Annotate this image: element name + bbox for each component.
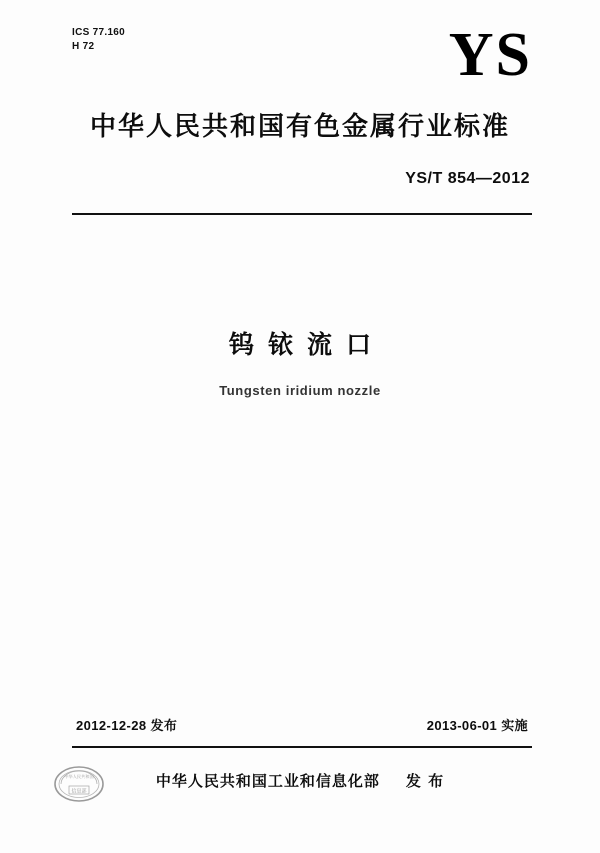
footer-divider bbox=[72, 746, 532, 748]
document-title-cn: 钨铱流口 bbox=[228, 330, 385, 359]
svg-text:中华人民共和国: 中华人民共和国 bbox=[64, 774, 94, 779]
issue-date: 2012-12-28 发布 bbox=[76, 718, 178, 733]
effective-date: 2013-06-01 实施 bbox=[426, 718, 528, 733]
standard-number: YS/T 854—2012 bbox=[405, 170, 530, 187]
page-title: 中华人民共和国有色金属行业标准 bbox=[89, 112, 510, 142]
issuer-action: 发 布 bbox=[405, 772, 445, 790]
svg-text:信息部: 信息部 bbox=[71, 788, 87, 795]
ics-classification-block bbox=[72, 26, 125, 54]
ics-number: ICS 77.160 bbox=[72, 27, 126, 38]
ys-logo: YS bbox=[448, 21, 532, 89]
official-seal-icon bbox=[52, 764, 106, 804]
document-title-en: Tungsten iridium nozzle bbox=[219, 383, 381, 398]
date-row bbox=[76, 715, 528, 734]
header-divider bbox=[72, 213, 532, 215]
classification-code: H 72 bbox=[72, 41, 95, 52]
issuer-name: 中华人民共和国工业和信息化部 bbox=[155, 772, 380, 790]
